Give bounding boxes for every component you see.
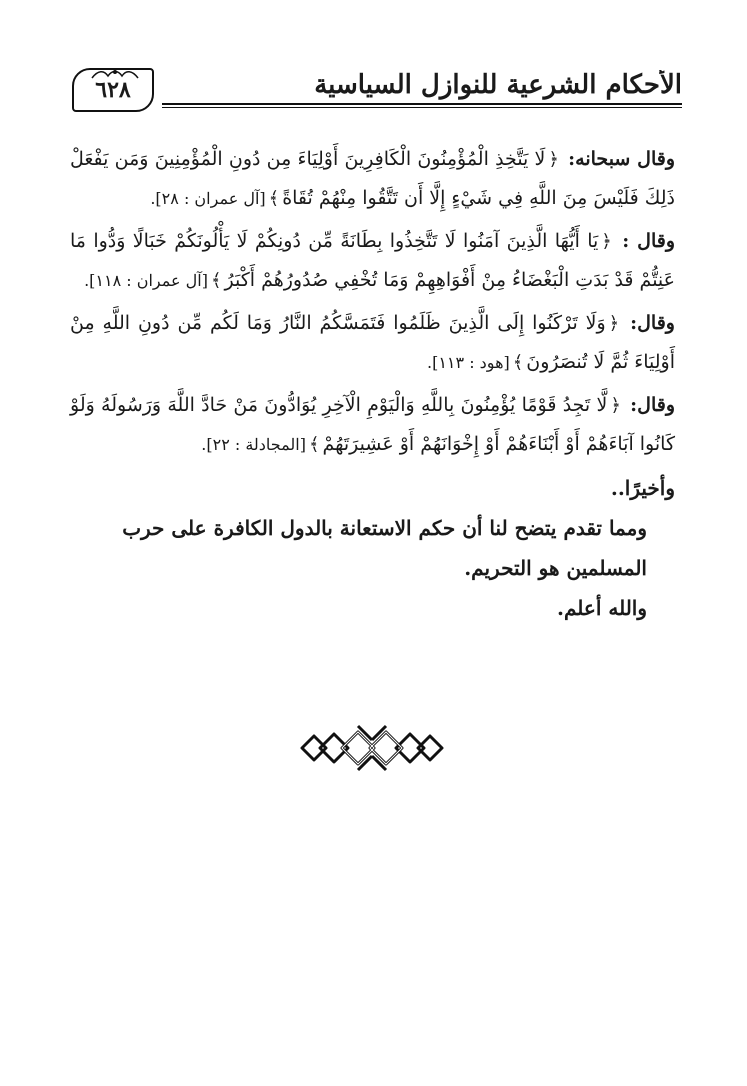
verse-open-bracket: ﴿ [608, 313, 620, 334]
verse-open-bracket: ﴿ [610, 395, 621, 416]
conclusion-line: ومما تقدم يتضح لنا أن حكم الاستعانة بالدول الكافرة على حرب المسلمين هو التحريم. [122, 516, 647, 580]
quote-paragraph-2 [70, 222, 675, 300]
verse-reference: [آل عمران : ٢٨]. [150, 189, 266, 208]
header-rule [162, 103, 682, 105]
scroll-ornament-icon [90, 68, 140, 80]
quote-paragraph-4 [70, 386, 675, 464]
paragraph-lead: وقال سبحانه: [568, 148, 675, 170]
verse-reference: [هود : ١١٣]. [427, 353, 510, 372]
paragraph-lead: وقال: [630, 394, 676, 416]
running-header [72, 60, 682, 112]
page-number-frame [72, 68, 154, 112]
quran-verse: لَا يَتَّخِذِ الْمُؤْمِنُونَ الْكَافِرِينَ أَوْلِيَاءَ مِن دُونِ الْمُؤْمِنِينَ وَمَن يَفْعَلْ ذَلِكَ فَلَيْسَ مِنَ اللَّهِ فِي شَيْءٍ إِلَّا أَن تَتَّقُوا مِنْهُمْ تُقَاةً [70, 148, 675, 209]
quran-verse: لَّا تَجِدُ قَوْمًا يُؤْمِنُونَ بِاللَّهِ وَالْيَوْمِ الْآخِرِ يُوَادُّونَ مَنْ حَادَّ اللَّهَ وَرَسُولَهُ وَلَوْ كَانُوا آبَاءَهُمْ أَوْ أَبْنَاءَهُمْ أَوْ إِخْوَانَهُمْ أَوْ عَشِيرَتَهُمْ [70, 394, 675, 455]
quran-verse: وَلَا تَرْكَنُوا إِلَى الَّذِينَ ظَلَمُوا فَتَمَسَّكُمُ النَّارُ وَمَا لَكُم مِّن دُونِ اللَّهِ مِنْ أَوْلِيَاءَ ثُمَّ لَا تُنصَرُونَ [70, 312, 675, 373]
quote-paragraph-1 [70, 140, 675, 218]
verse-open-bracket: ﴿ [548, 149, 559, 170]
page-number: ٦٢٨ [95, 77, 131, 103]
verse-open-bracket: ﴿ [601, 231, 612, 252]
quote-paragraph-3 [70, 304, 675, 382]
god-knows-line: والله أعلم. [557, 596, 647, 620]
verse-close-bracket: ﴾ [268, 188, 280, 209]
quran-verse: يَا أَيُّهَا الَّذِينَ آمَنُوا لَا تَتَّخِذُوا بِطَانَةً مِّن دُونِكُمْ لَا يَأْلُونَكُمْ خَبَالًا وَدُّوا مَا عَنِتُّمْ قَدْ بَدَتِ الْبَغْضَاءُ مِنْ أَفْوَاهِهِمْ وَمَا تُخْفِي صُدُورُهُمْ أَكْبَرُ [70, 230, 675, 291]
verse-close-bracket: ﴾ [512, 352, 524, 373]
page-body [70, 140, 675, 628]
verse-reference: [المجادلة : ٢٢]. [201, 435, 306, 454]
verse-reference: [آل عمران : ١١٨]. [84, 271, 208, 290]
header-rule-thin [162, 107, 682, 108]
book-title: الأحكام الشرعية للنوازل السياسية [314, 70, 682, 100]
paragraph-lead: وقال: [630, 312, 675, 334]
interlaced-knot-ornament-icon [298, 722, 446, 774]
verse-close-bracket: ﴾ [210, 270, 222, 291]
paragraph-lead: وقال : [622, 230, 675, 252]
finally-line: وأخيرًا.. [610, 476, 675, 500]
verse-close-bracket: ﴾ [308, 434, 320, 455]
